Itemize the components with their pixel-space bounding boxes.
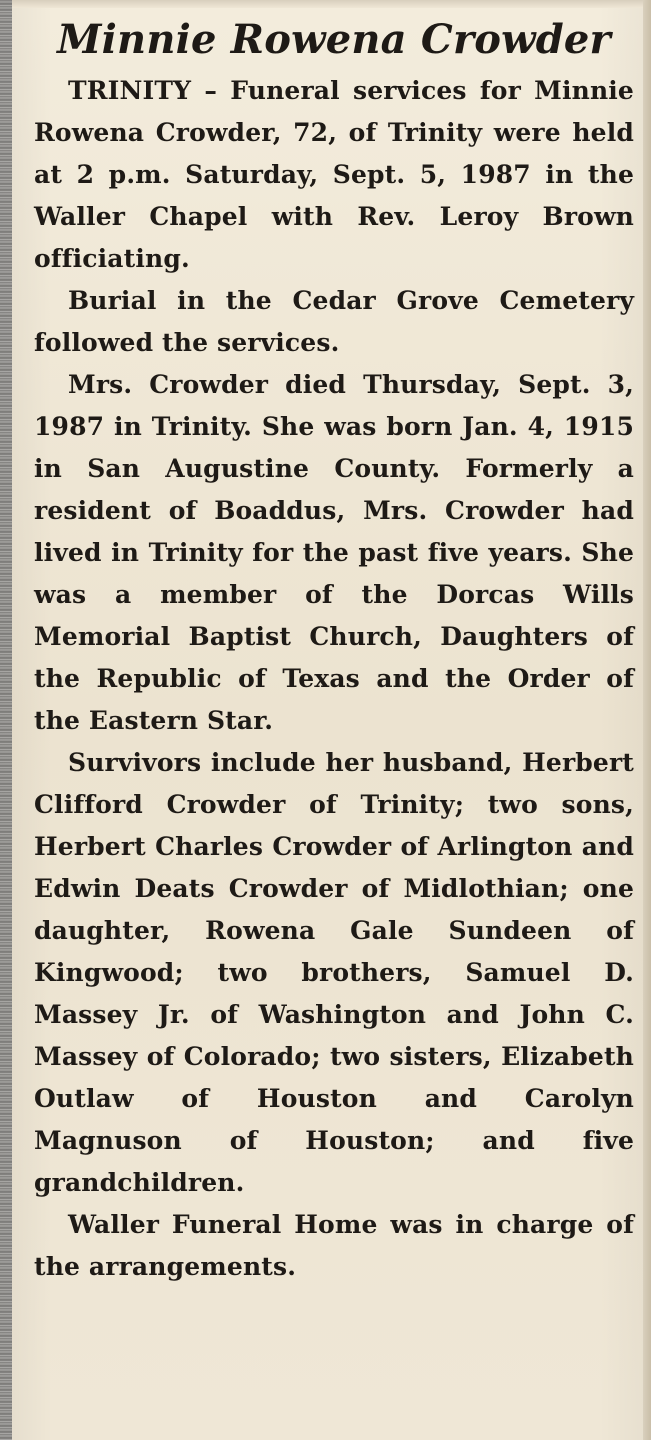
paragraph-arrangements: Waller Funeral Home was in charge of the arrangements. (34, 1210, 634, 1281)
paragraph-services: TRINITY – Funeral services for Minnie Rowena Crowder, 72, of Trinity were held at 2 p.m. Saturday, Sept. 5, 1987 in the Waller Chapel with Rev. Leroy Brown officiating. (34, 76, 634, 273)
left-edge-scan-border (0, 0, 12, 1440)
obituary-content (34, 10, 634, 1288)
obituary-title: Minnie Rowena Crowder (57, 16, 611, 63)
paragraph-biography: Mrs. Crowder died Thursday, Sept. 3, 1987 in Trinity. She was born Jan. 4, 1915 in San Augustine County. Formerly a resident of Boaddus, Mrs. Crowder had lived in Trinity for the past five years. She was a member of the Dorcas Wills Memorial Baptist Church, Daughters of the Republic of Texas and the Order of the Eastern Star. (34, 370, 634, 735)
paragraph-burial: Burial in the Cedar Grove Cemetery followed the services. (34, 286, 634, 357)
paragraph-survivors: Survivors include her husband, Herbert Clifford Crowder of Trinity; two sons, Herbert Charles Crowder of Arlington and Edwin Deats Crowder of Midlothian; one daughter, Rowena Gale Sundeen of Kingwood; two brothers, Samuel D. Massey Jr. of Washington and John C. Massey of Colorado; two sisters, Elizabeth Outlaw of Houston and Carolyn Magnuson of Houston; and five grandchildren. (34, 748, 634, 1197)
top-edge (0, 0, 651, 8)
right-edge (643, 0, 651, 1440)
